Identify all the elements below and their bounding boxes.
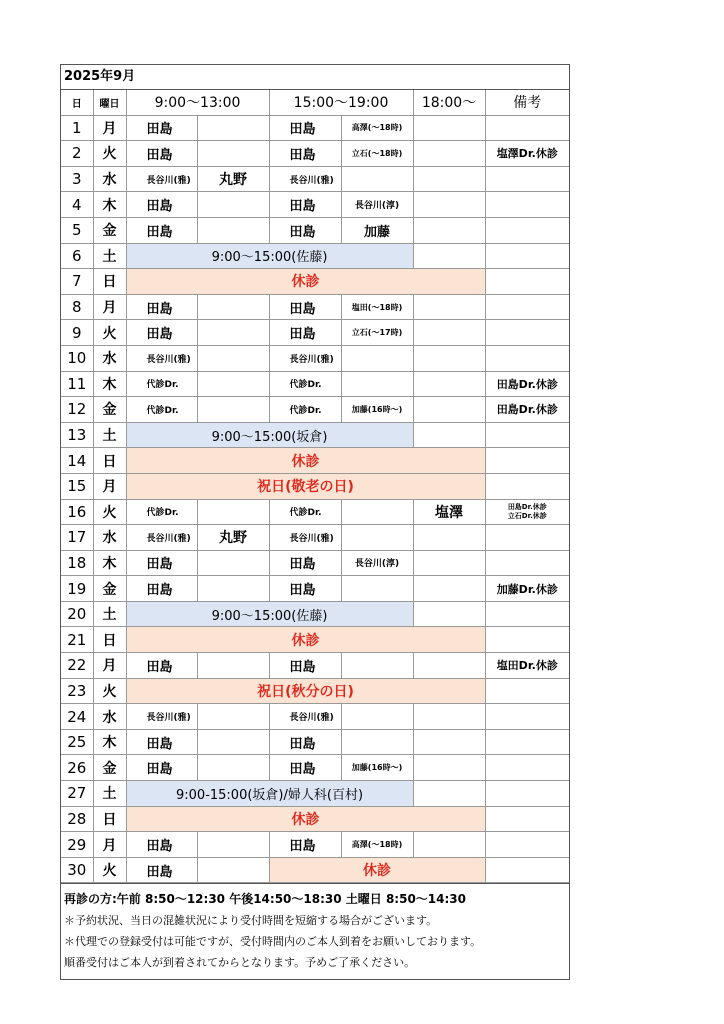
afternoon-doctor-2 — [341, 371, 413, 397]
evening-doctor — [413, 294, 485, 320]
morning-doctor: 田島 — [126, 141, 197, 167]
remarks-cell — [485, 345, 569, 371]
evening-doctor: 塩澤 — [413, 499, 485, 525]
remarks-cell — [485, 525, 569, 551]
afternoon-doctor-2: 塩田(〜18時) — [341, 294, 413, 320]
evening-doctor — [413, 832, 485, 858]
morning-doctor: 田島 — [126, 217, 197, 243]
remarks-cell — [485, 627, 569, 653]
schedule-sheet — [60, 64, 570, 980]
table-row — [61, 576, 569, 602]
afternoon-doctor-2: 加藤(16時〜) — [341, 397, 413, 423]
day-cell: 23 — [61, 678, 93, 704]
remarks-cell: 田島Dr.休診 — [485, 397, 569, 423]
evening-doctor — [413, 601, 485, 627]
morning-doctor-2 — [197, 550, 269, 576]
morning-doctor-2 — [197, 217, 269, 243]
evening-doctor — [413, 166, 485, 192]
closed-label: 休診 — [126, 627, 485, 653]
header-remarks: 備考 — [485, 90, 569, 115]
remarks-cell — [485, 294, 569, 320]
remarks-cell — [485, 192, 569, 218]
table-row — [61, 243, 569, 269]
day-cell: 16 — [61, 499, 93, 525]
table-row — [61, 141, 569, 167]
table-row — [61, 627, 569, 653]
afternoon-doctor: 田島 — [269, 192, 341, 218]
weekday-cell: 火 — [93, 857, 126, 883]
day-cell: 3 — [61, 166, 93, 192]
day-cell: 5 — [61, 217, 93, 243]
evening-doctor — [413, 217, 485, 243]
day-cell: 21 — [61, 627, 93, 653]
weekday-cell: 金 — [93, 397, 126, 423]
note-return-hours: 再診の方:午前 8:50〜12:30 午後14:50〜18:30 土曜日 8:50〜14:30 — [64, 892, 466, 907]
day-cell: 8 — [61, 294, 93, 320]
remarks-cell — [485, 217, 569, 243]
table-row — [61, 678, 569, 704]
afternoon-doctor: 田島 — [269, 653, 341, 679]
morning-doctor: 代診Dr. — [126, 371, 197, 397]
header-day: 日 — [61, 90, 93, 115]
saturday-hours: 9:00〜15:00(坂倉) — [126, 422, 413, 448]
morning-doctor: 田島 — [126, 832, 197, 858]
afternoon-doctor-2: 立石(〜17時) — [341, 320, 413, 346]
day-cell: 7 — [61, 269, 93, 295]
evening-doctor — [413, 422, 485, 448]
table-row — [61, 371, 569, 397]
table-row — [61, 653, 569, 679]
day-cell: 9 — [61, 320, 93, 346]
day-cell: 15 — [61, 473, 93, 499]
afternoon-doctor: 田島 — [269, 550, 341, 576]
evening-doctor — [413, 550, 485, 576]
morning-doctor: 長谷川(雅) — [126, 166, 197, 192]
closed-label: 休診 — [126, 448, 485, 474]
weekday-cell: 木 — [93, 550, 126, 576]
afternoon-doctor-2: 加藤(16時〜) — [341, 755, 413, 781]
remarks-cell — [485, 729, 569, 755]
evening-doctor — [413, 576, 485, 602]
table-row — [61, 525, 569, 551]
remarks-cell — [485, 550, 569, 576]
weekday-cell: 木 — [93, 192, 126, 218]
day-cell: 2 — [61, 141, 93, 167]
remarks-cell: 加藤Dr.休診 — [485, 576, 569, 602]
weekday-cell: 土 — [93, 781, 126, 807]
table-row — [61, 601, 569, 627]
saturday-hours: 9:00〜15:00(佐藤) — [126, 243, 413, 269]
table-row — [61, 422, 569, 448]
header-evening: 18:00〜 — [413, 90, 485, 115]
evening-doctor — [413, 755, 485, 781]
table-row — [61, 857, 569, 883]
weekday-cell: 日 — [93, 806, 126, 832]
evening-doctor — [413, 320, 485, 346]
afternoon-doctor: 田島 — [269, 294, 341, 320]
morning-doctor-2 — [197, 832, 269, 858]
afternoon-doctor: 田島 — [269, 217, 341, 243]
morning-doctor: 田島 — [126, 320, 197, 346]
morning-doctor-2: 丸野 — [197, 166, 269, 192]
morning-doctor: 田島 — [126, 576, 197, 602]
weekday-cell: 月 — [93, 473, 126, 499]
weekday-cell: 土 — [93, 601, 126, 627]
notes-section — [61, 883, 569, 979]
remarks-line: 立石Dr.休診 — [507, 511, 547, 520]
table-row — [61, 269, 569, 295]
remarks-cell: 塩田Dr.休診 — [485, 653, 569, 679]
morning-doctor: 代診Dr. — [126, 499, 197, 525]
weekday-cell: 日 — [93, 627, 126, 653]
morning-doctor-2 — [197, 345, 269, 371]
afternoon-doctor: 田島 — [269, 832, 341, 858]
morning-doctor-2 — [197, 653, 269, 679]
day-cell: 25 — [61, 729, 93, 755]
evening-doctor — [413, 781, 485, 807]
afternoon-doctor-2: 加藤 — [341, 217, 413, 243]
morning-doctor: 田島 — [126, 550, 197, 576]
morning-doctor: 田島 — [126, 653, 197, 679]
table-row — [61, 704, 569, 730]
evening-doctor — [413, 704, 485, 730]
weekday-cell: 金 — [93, 217, 126, 243]
weekday-cell: 月 — [93, 294, 126, 320]
day-cell: 11 — [61, 371, 93, 397]
morning-doctor: 代診Dr. — [126, 397, 197, 423]
evening-doctor — [413, 141, 485, 167]
remarks-cell — [485, 499, 569, 525]
afternoon-doctor-2 — [341, 576, 413, 602]
weekday-cell: 金 — [93, 755, 126, 781]
closed-label: 休診 — [269, 857, 485, 883]
weekday-cell: 木 — [93, 371, 126, 397]
afternoon-doctor: 田島 — [269, 320, 341, 346]
remarks-cell — [485, 422, 569, 448]
day-cell: 29 — [61, 832, 93, 858]
table-row — [61, 499, 569, 525]
afternoon-doctor-2: 高澤(〜18時) — [341, 115, 413, 141]
header-row — [61, 90, 569, 115]
afternoon-doctor: 代診Dr. — [269, 371, 341, 397]
afternoon-doctor-2 — [341, 729, 413, 755]
weekday-cell: 木 — [93, 729, 126, 755]
closed-label: 休診 — [126, 269, 485, 295]
saturday-hours: 9:00〜15:00(佐藤) — [126, 601, 413, 627]
note-reception-shorten: ＊予約状況、当日の混雑状況により受付時間を短縮する場合がございます。 — [64, 914, 438, 928]
afternoon-doctor: 田島 — [269, 141, 341, 167]
day-cell: 13 — [61, 422, 93, 448]
afternoon-doctor-2: 立石(〜18時) — [341, 141, 413, 167]
table-row — [61, 217, 569, 243]
morning-doctor: 長谷川(雅) — [126, 525, 197, 551]
remarks-cell — [485, 601, 569, 627]
table-row — [61, 781, 569, 807]
evening-doctor — [413, 192, 485, 218]
afternoon-doctor-2 — [341, 499, 413, 525]
weekday-cell: 月 — [93, 653, 126, 679]
weekday-cell: 水 — [93, 525, 126, 551]
morning-doctor-2 — [197, 499, 269, 525]
evening-doctor — [413, 397, 485, 423]
holiday-label: 祝日(秋分の日) — [126, 678, 485, 704]
remarks-cell — [485, 115, 569, 141]
morning-doctor-2 — [197, 141, 269, 167]
remarks-cell — [485, 243, 569, 269]
day-cell: 20 — [61, 601, 93, 627]
note-order-reception: 順番受付はご本人が到着されてからとなります。予めご了承ください。 — [64, 956, 416, 970]
header-weekday: 曜日 — [93, 90, 126, 115]
header-afternoon: 15:00〜19:00 — [269, 90, 413, 115]
afternoon-doctor: 代診Dr. — [269, 397, 341, 423]
weekday-cell: 月 — [93, 115, 126, 141]
weekday-cell: 水 — [93, 345, 126, 371]
evening-doctor — [413, 729, 485, 755]
day-cell: 26 — [61, 755, 93, 781]
evening-doctor — [413, 371, 485, 397]
table-row — [61, 473, 569, 499]
afternoon-doctor: 代診Dr. — [269, 499, 341, 525]
afternoon-doctor: 長谷川(雅) — [269, 525, 341, 551]
afternoon-doctor-2 — [341, 345, 413, 371]
remarks-cell — [485, 781, 569, 807]
remarks-cell — [485, 678, 569, 704]
day-cell: 30 — [61, 857, 93, 883]
afternoon-doctor: 田島 — [269, 755, 341, 781]
weekday-cell: 火 — [93, 141, 126, 167]
evening-doctor — [413, 345, 485, 371]
morning-doctor-2 — [197, 192, 269, 218]
afternoon-doctor-2 — [341, 704, 413, 730]
morning-doctor: 田島 — [126, 729, 197, 755]
morning-doctor-2 — [197, 397, 269, 423]
table-row — [61, 755, 569, 781]
afternoon-doctor: 田島 — [269, 729, 341, 755]
afternoon-doctor: 長谷川(雅) — [269, 166, 341, 192]
table-row — [61, 294, 569, 320]
remarks-cell — [485, 269, 569, 295]
morning-doctor: 長谷川(雅) — [126, 704, 197, 730]
afternoon-doctor-2: 長谷川(淳) — [341, 550, 413, 576]
day-cell: 1 — [61, 115, 93, 141]
afternoon-doctor: 長谷川(雅) — [269, 345, 341, 371]
day-cell: 10 — [61, 345, 93, 371]
day-cell: 12 — [61, 397, 93, 423]
evening-doctor — [413, 115, 485, 141]
remarks-cell — [485, 473, 569, 499]
weekday-cell: 水 — [93, 166, 126, 192]
morning-doctor: 田島 — [126, 755, 197, 781]
morning-doctor: 田島 — [126, 857, 197, 883]
table-row — [61, 115, 569, 141]
remarks-cell — [485, 704, 569, 730]
day-cell: 27 — [61, 781, 93, 807]
morning-doctor-2 — [197, 115, 269, 141]
remarks-cell: 塩澤Dr.休診 — [485, 141, 569, 167]
table-row — [61, 550, 569, 576]
note-proxy-registration: ＊代理での登録受付は可能ですが、受付時間内のご本人到着をお願いしております。 — [64, 935, 482, 949]
schedule-table — [61, 90, 569, 883]
morning-doctor-2 — [197, 371, 269, 397]
holiday-label: 祝日(敬老の日) — [126, 473, 485, 499]
day-cell: 6 — [61, 243, 93, 269]
saturday-hours: 9:00-15:00(坂倉)/婦人科(百村) — [126, 781, 413, 807]
weekday-cell: 土 — [93, 243, 126, 269]
table-row — [61, 320, 569, 346]
weekday-cell: 土 — [93, 422, 126, 448]
table-row — [61, 729, 569, 755]
table-row — [61, 448, 569, 474]
remarks-cell — [485, 806, 569, 832]
afternoon-doctor: 長谷川(雅) — [269, 704, 341, 730]
closed-label: 休診 — [126, 806, 485, 832]
remarks-line: 田島Dr.休診 — [507, 502, 547, 511]
day-cell: 14 — [61, 448, 93, 474]
remarks-cell — [485, 832, 569, 858]
day-cell: 22 — [61, 653, 93, 679]
remarks-cell — [485, 448, 569, 474]
weekday-cell: 火 — [93, 499, 126, 525]
remarks-cell — [485, 166, 569, 192]
remarks-cell — [485, 320, 569, 346]
morning-doctor-2 — [197, 576, 269, 602]
morning-doctor-2 — [197, 755, 269, 781]
weekday-cell: 日 — [93, 448, 126, 474]
day-cell: 17 — [61, 525, 93, 551]
remarks-cell — [485, 857, 569, 883]
afternoon-doctor-2 — [341, 653, 413, 679]
morning-doctor-2 — [197, 857, 269, 883]
morning-doctor-2 — [197, 729, 269, 755]
weekday-cell: 月 — [93, 832, 126, 858]
table-row — [61, 345, 569, 371]
day-cell: 4 — [61, 192, 93, 218]
weekday-cell: 日 — [93, 269, 126, 295]
evening-doctor — [413, 525, 485, 551]
afternoon-doctor: 田島 — [269, 115, 341, 141]
page-title: 2025年9月 — [61, 65, 569, 90]
morning-doctor: 田島 — [126, 294, 197, 320]
weekday-cell: 火 — [93, 678, 126, 704]
morning-doctor-2 — [197, 704, 269, 730]
morning-doctor: 田島 — [126, 115, 197, 141]
remarks-cell: 田島Dr.休診 — [485, 371, 569, 397]
evening-doctor — [413, 653, 485, 679]
day-cell: 18 — [61, 550, 93, 576]
afternoon-doctor: 田島 — [269, 576, 341, 602]
table-row — [61, 832, 569, 858]
remarks-cell — [485, 755, 569, 781]
evening-doctor — [413, 243, 485, 269]
morning-doctor-2: 丸野 — [197, 525, 269, 551]
day-cell: 24 — [61, 704, 93, 730]
header-morning: 9:00〜13:00 — [126, 90, 269, 115]
afternoon-doctor-2 — [341, 166, 413, 192]
afternoon-doctor-2: 長谷川(淳) — [341, 192, 413, 218]
table-row — [61, 192, 569, 218]
morning-doctor-2 — [197, 294, 269, 320]
morning-doctor: 田島 — [126, 192, 197, 218]
table-row — [61, 166, 569, 192]
weekday-cell: 水 — [93, 704, 126, 730]
afternoon-doctor-2: 高澤(〜18時) — [341, 832, 413, 858]
day-cell: 28 — [61, 806, 93, 832]
weekday-cell: 火 — [93, 320, 126, 346]
morning-doctor: 長谷川(雅) — [126, 345, 197, 371]
morning-doctor-2 — [197, 320, 269, 346]
afternoon-doctor-2 — [341, 525, 413, 551]
table-row — [61, 806, 569, 832]
table-row — [61, 397, 569, 423]
day-cell: 19 — [61, 576, 93, 602]
weekday-cell: 金 — [93, 576, 126, 602]
